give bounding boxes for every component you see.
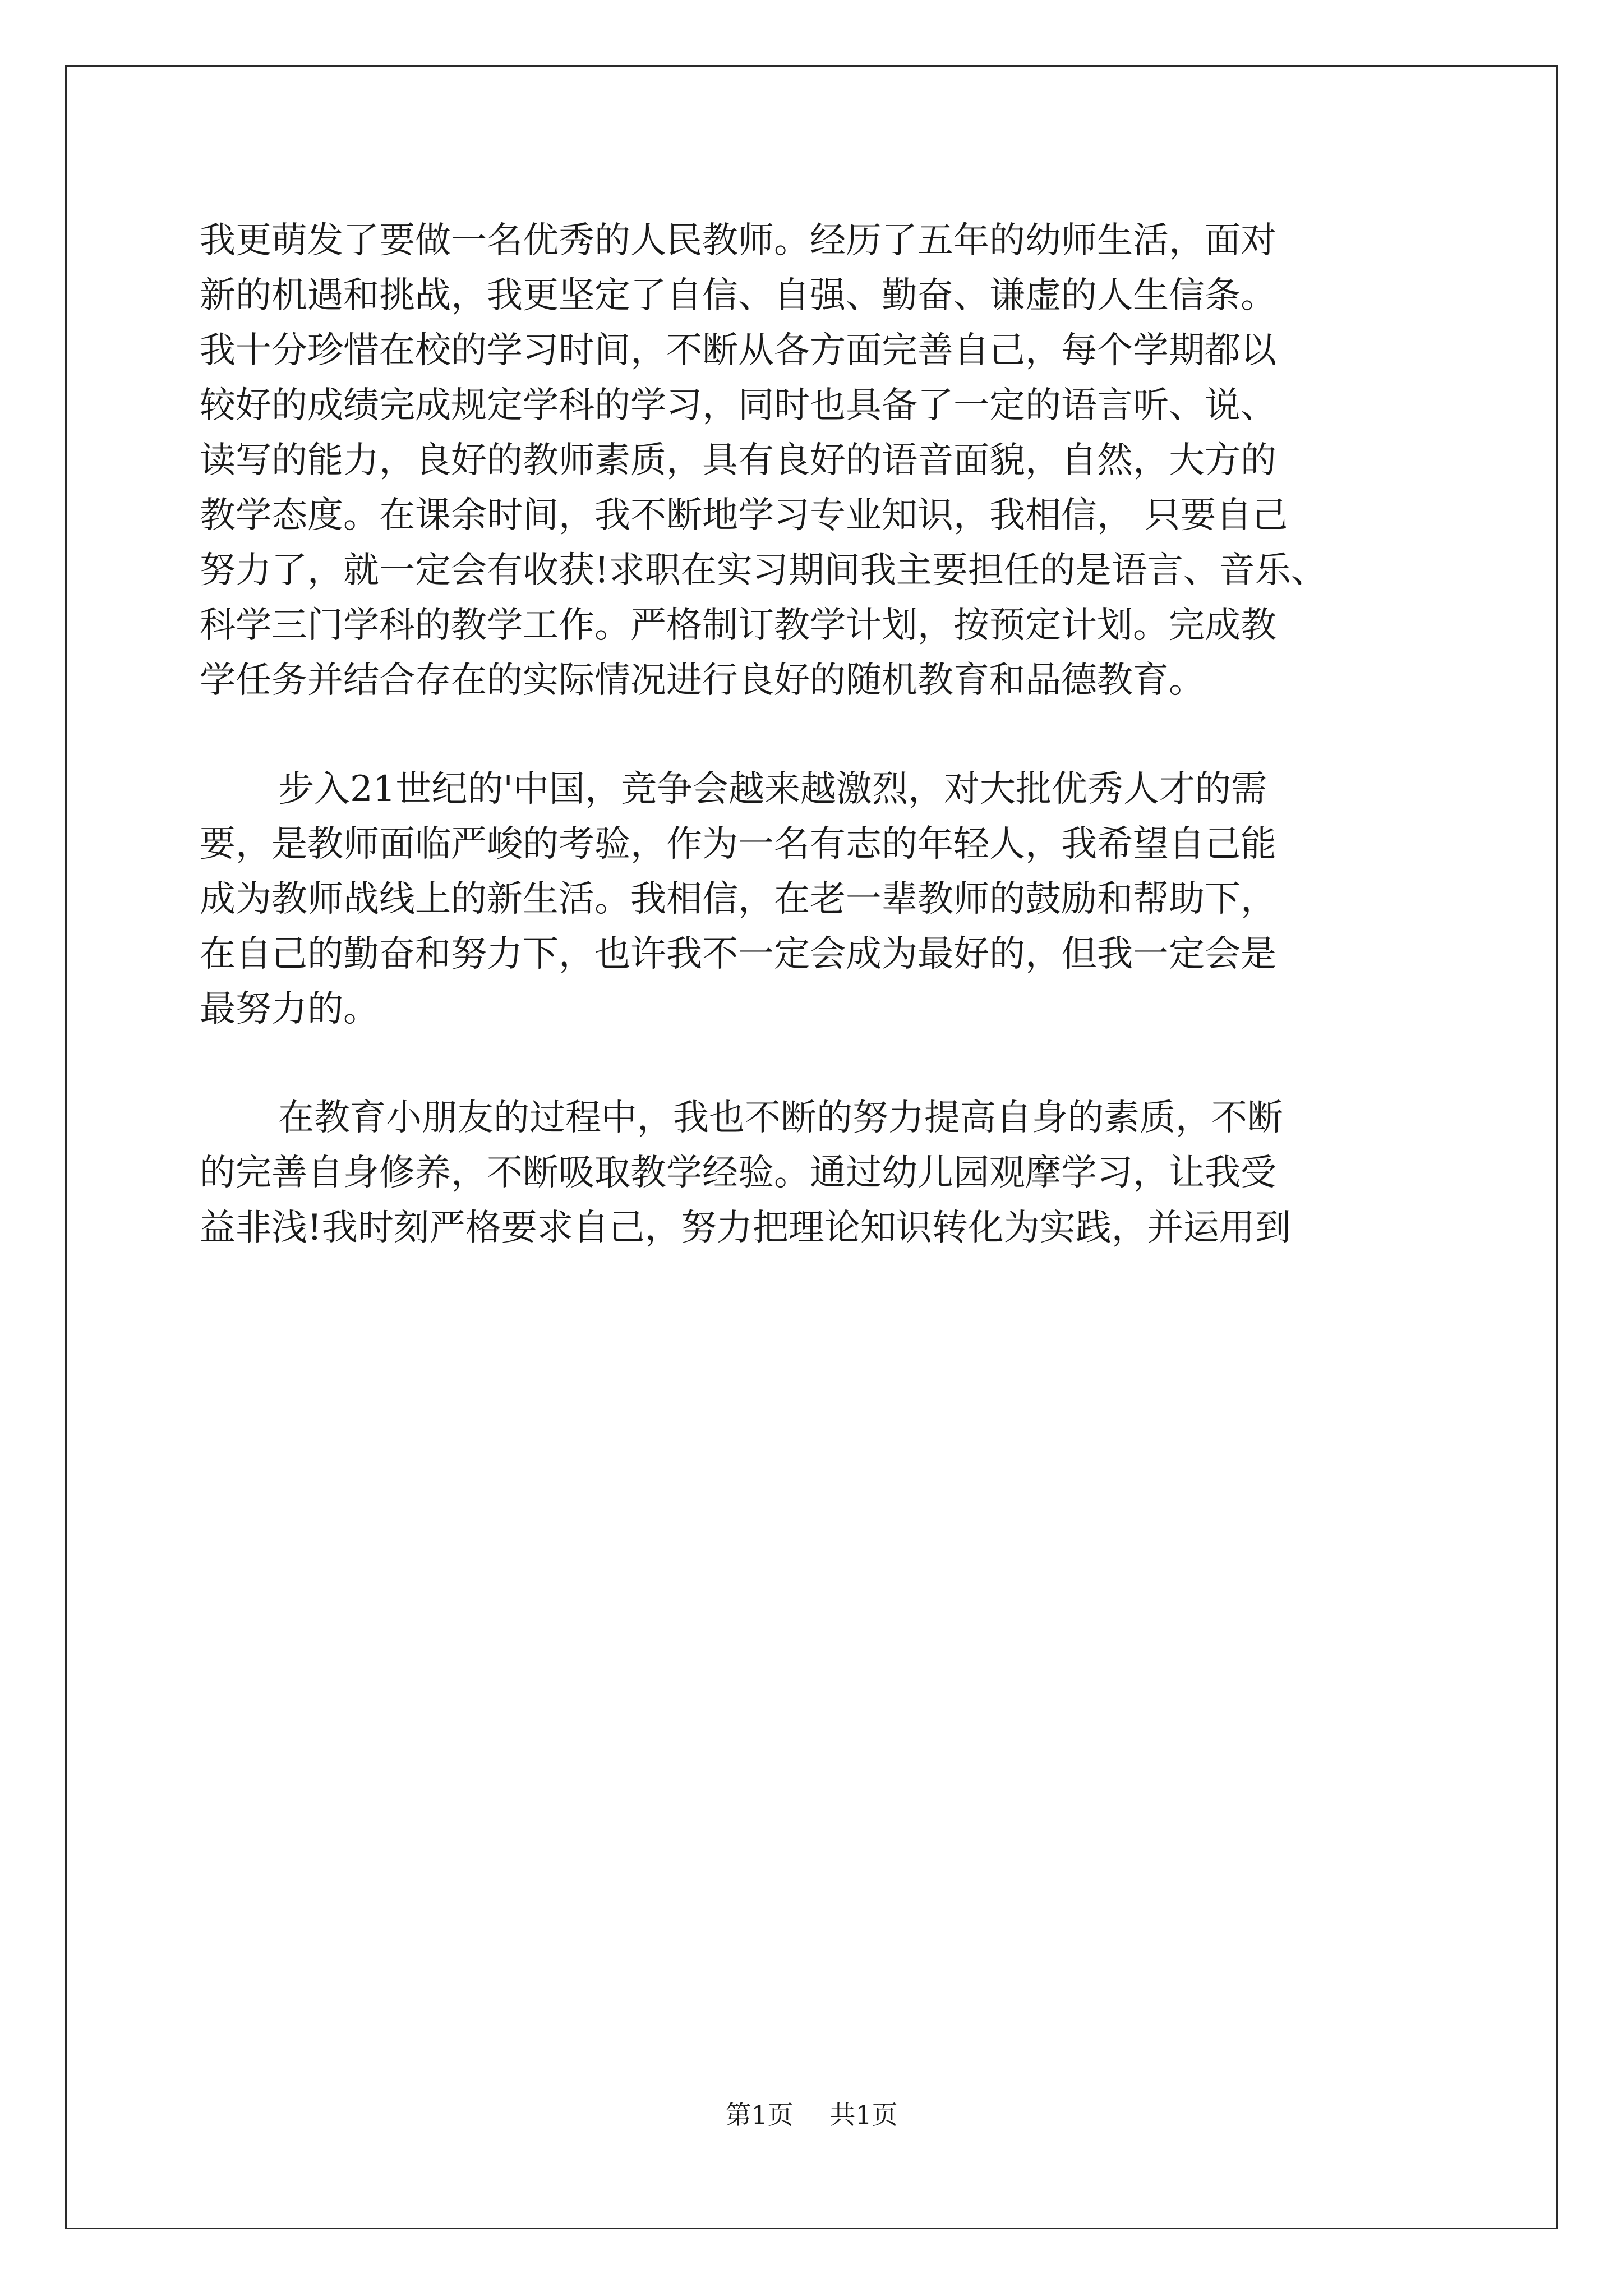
text-line: 在自己的勤奋和努力下，也许我不一定会成为最好的，但我一定会是 [200,933,1276,975]
text-line: 努力了，就一定会有收获!求职在实习期间我主要担任的是语言、音乐、 [200,550,1327,591]
text-line: 我十分珍惜在校的学习时间，不断从各方面完善自己，每个学期都以 [200,330,1276,371]
page-number-total: 共1页 [829,2100,898,2130]
text-line: 的完善自身修养，不断吸取教学经验。通过幼儿园观摩学习，让我受 [200,1152,1276,1194]
text-line: 读写的能力，良好的教师素质，具有良好的语音面貌，自然，大方的 [200,440,1276,481]
text-line: 成为教师战线上的新生活。我相信，在老一辈教师的鼓励和帮助下， [200,878,1276,920]
text-line: 要，是教师面临严峻的考验，作为一名有志的年轻人，我希望自己能 [200,823,1276,865]
paragraph-gap [200,1037,1433,1091]
text-line: 教学态度。在课余时间，我不断地学习专业知识，我相信， 只要自己 [200,495,1288,536]
text-line: 较好的成绩完成规定学科的学习，同时也具备了一定的语言听、说、 [200,385,1276,426]
text-line: 最努力的。 [200,988,379,1030]
text-line: 益非浅!我时刻严格要求自己，努力把理论知识转化为实践，并运用到 [200,1207,1291,1249]
document-body [200,213,1433,1255]
page-number-current: 第1页 [725,2100,794,2130]
page-footer [0,2095,1623,2132]
text-line: 步入21世纪的'中国，竞争会越来越激烈，对大批优秀人才的需 [278,769,1267,810]
text-line: 我更萌发了要做一名优秀的人民教师。经历了五年的幼师生活，面对 [200,220,1276,261]
text-line: 新的机遇和挑战，我更坚定了自信、自强、勤奋、谦虚的人生信条。 [200,275,1276,316]
paragraph-gap [200,708,1433,762]
text-line: 学任务并结合存在的实际情况进行良好的随机教育和品德教育。 [200,660,1205,701]
text-line: 科学三门学科的教学工作。严格制订教学计划，按预定计划。完成教 [200,605,1276,646]
text-line: 在教育小朋友的过程中，我也不断的努力提高自身的素质，不断 [278,1097,1283,1139]
